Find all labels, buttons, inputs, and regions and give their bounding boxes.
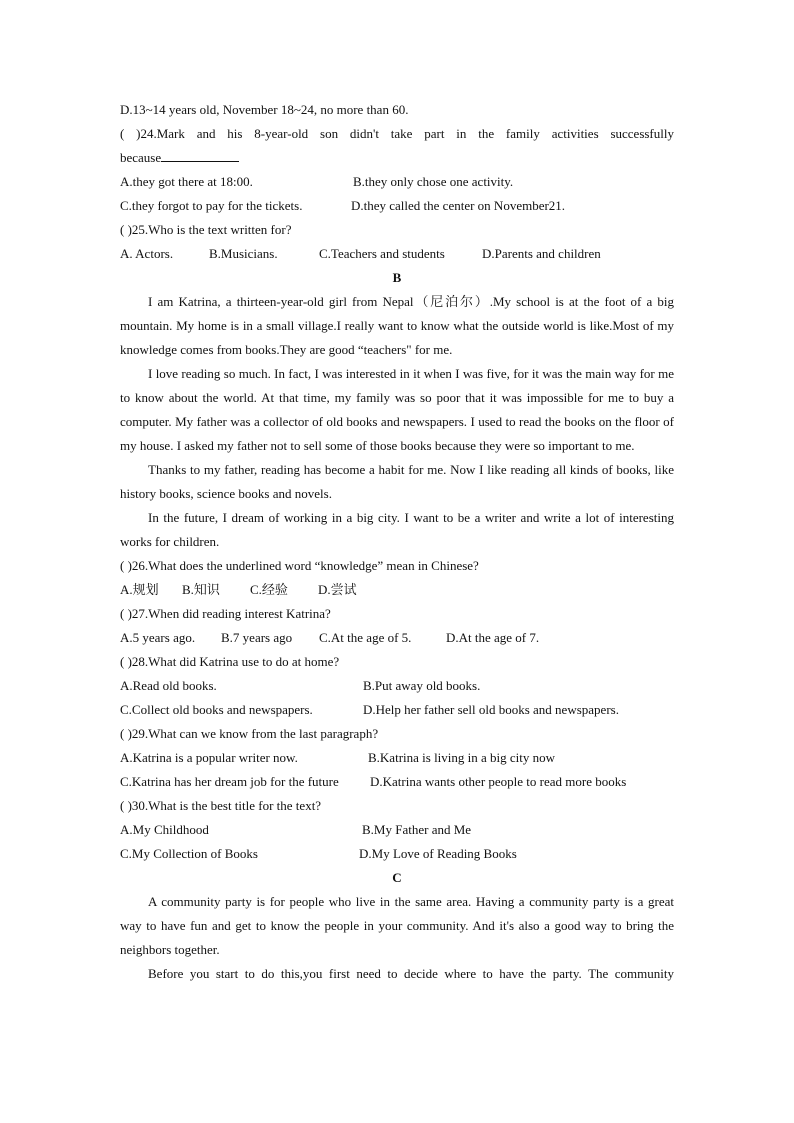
q28-option-c: C.Collect old books and newspapers. xyxy=(120,702,313,717)
q26-stem: ( )26.What does the underlined word “knowledge” mean in Chinese? xyxy=(120,558,479,573)
q27-option-a: A.5 years ago. xyxy=(120,630,196,645)
passage-c-paragraph-1: A community party is for people who live in the same area. Having a community party is a great way to have fun and get to know the people in your community. And it's also a good way to bring the neighbors together. xyxy=(120,894,674,957)
q24-stem: ( )24.Mark and his 8-year-old son didn't take part in the family activities successfully xyxy=(120,126,674,141)
q24-option-c: C.they forgot to pay for the tickets. xyxy=(120,198,303,213)
q27-options xyxy=(120,626,674,650)
q28-options-row2 xyxy=(120,698,674,722)
q24-options-row1 xyxy=(120,170,674,194)
q29-option-b: B.Katrina is living in a big city now xyxy=(368,750,556,765)
section-b-heading: B xyxy=(392,270,402,285)
q27-stem: ( )27.When did reading interest Katrina? xyxy=(120,606,331,621)
q30-option-b: B.My Father and Me xyxy=(362,822,472,837)
q29-option-c: C.Katrina has her dream job for the future xyxy=(120,774,339,789)
q26-options xyxy=(120,578,674,602)
q27-option-d: D.At the age of 7. xyxy=(446,630,540,645)
exam-page xyxy=(120,98,674,986)
q28-option-a: A.Read old books. xyxy=(120,678,217,693)
section-c-heading: C xyxy=(392,870,402,885)
q29-options-row1 xyxy=(120,746,674,770)
q26-option-b: B.知识 xyxy=(182,582,220,597)
passage-b-paragraph-1: I am Katrina, a thirteen-year-old girl from Nepal（尼泊尔）.My school is at the foot of a big mountain. My home is in a small village.I really want to know what the outside world is like.Most of my knowledge comes from books.They are good “teachers" for me. xyxy=(120,294,674,357)
q24-option-d: D.they called the center on November21. xyxy=(351,198,566,213)
q28-option-d: D.Help her father sell old books and newspapers. xyxy=(363,702,619,717)
q29-option-d: D.Katrina wants other people to read more books xyxy=(370,774,627,789)
q29-option-a: A.Katrina is a popular writer now. xyxy=(120,750,298,765)
passage-b-paragraph-2: I love reading so much. In fact, I was interested in it when I was five, for it was the main way for me to know about the world. At that time, my family was so poor that it was impossible for me to buy a computer. My father was a collector of old books and newspapers. I used to read the books on the floor of my house. I asked my father not to sell some of those books because they were so important to me. xyxy=(120,366,674,453)
q26-option-a: A.规划 xyxy=(120,582,159,597)
q30-option-c: C.My Collection of Books xyxy=(120,846,258,861)
q26-option-c: C.经验 xyxy=(250,582,288,597)
passage-c-paragraph-2: Before you start to do this,you first need to decide where to have the party. The community xyxy=(148,966,674,981)
answer-blank xyxy=(161,147,239,162)
q25-option-c: C.Teachers and students xyxy=(319,246,445,261)
q24-stem-word: because xyxy=(120,150,162,165)
q28-option-b: B.Put away old books. xyxy=(363,678,481,693)
q28-options-row1 xyxy=(120,674,674,698)
q24-options-row2 xyxy=(120,194,674,218)
q25-stem: ( )25.Who is the text written for? xyxy=(120,222,292,237)
passage-b-paragraph-4: In the future, I dream of working in a big city. I want to be a writer and write a lot of interesting works for children. xyxy=(120,510,674,549)
q24-option-a: A.they got there at 18:00. xyxy=(120,174,253,189)
q25-option-d: D.Parents and children xyxy=(482,246,601,261)
q25-option-b: B.Musicians. xyxy=(209,246,278,261)
q30-option-d: D.My Love of Reading Books xyxy=(359,846,517,861)
q27-option-b: B.7 years ago xyxy=(221,630,293,645)
q30-options-row2 xyxy=(120,842,674,866)
q30-options-row1 xyxy=(120,818,674,842)
passage-b-paragraph-3: Thanks to my father, reading has become a habit for me. Now I like reading all kinds of books, like history books, science books and novels. xyxy=(120,462,674,501)
q29-options-row2 xyxy=(120,770,674,794)
q30-stem: ( )30.What is the best title for the text? xyxy=(120,798,322,813)
q23-option-d: D.13~14 years old, November 18~24, no more than 60. xyxy=(120,102,409,117)
q29-stem: ( )29.What can we know from the last paragraph? xyxy=(120,726,379,741)
q27-option-c: C.At the age of 5. xyxy=(319,630,412,645)
q30-option-a: A.My Childhood xyxy=(120,822,209,837)
q25-options xyxy=(120,242,674,266)
q24-option-b: B.they only chose one activity. xyxy=(353,174,514,189)
q25-option-a: A. Actors. xyxy=(120,246,174,261)
q24-stem-cont xyxy=(120,146,674,170)
q26-option-d: D.尝试 xyxy=(318,582,357,597)
q28-stem: ( )28.What did Katrina use to do at home? xyxy=(120,654,340,669)
